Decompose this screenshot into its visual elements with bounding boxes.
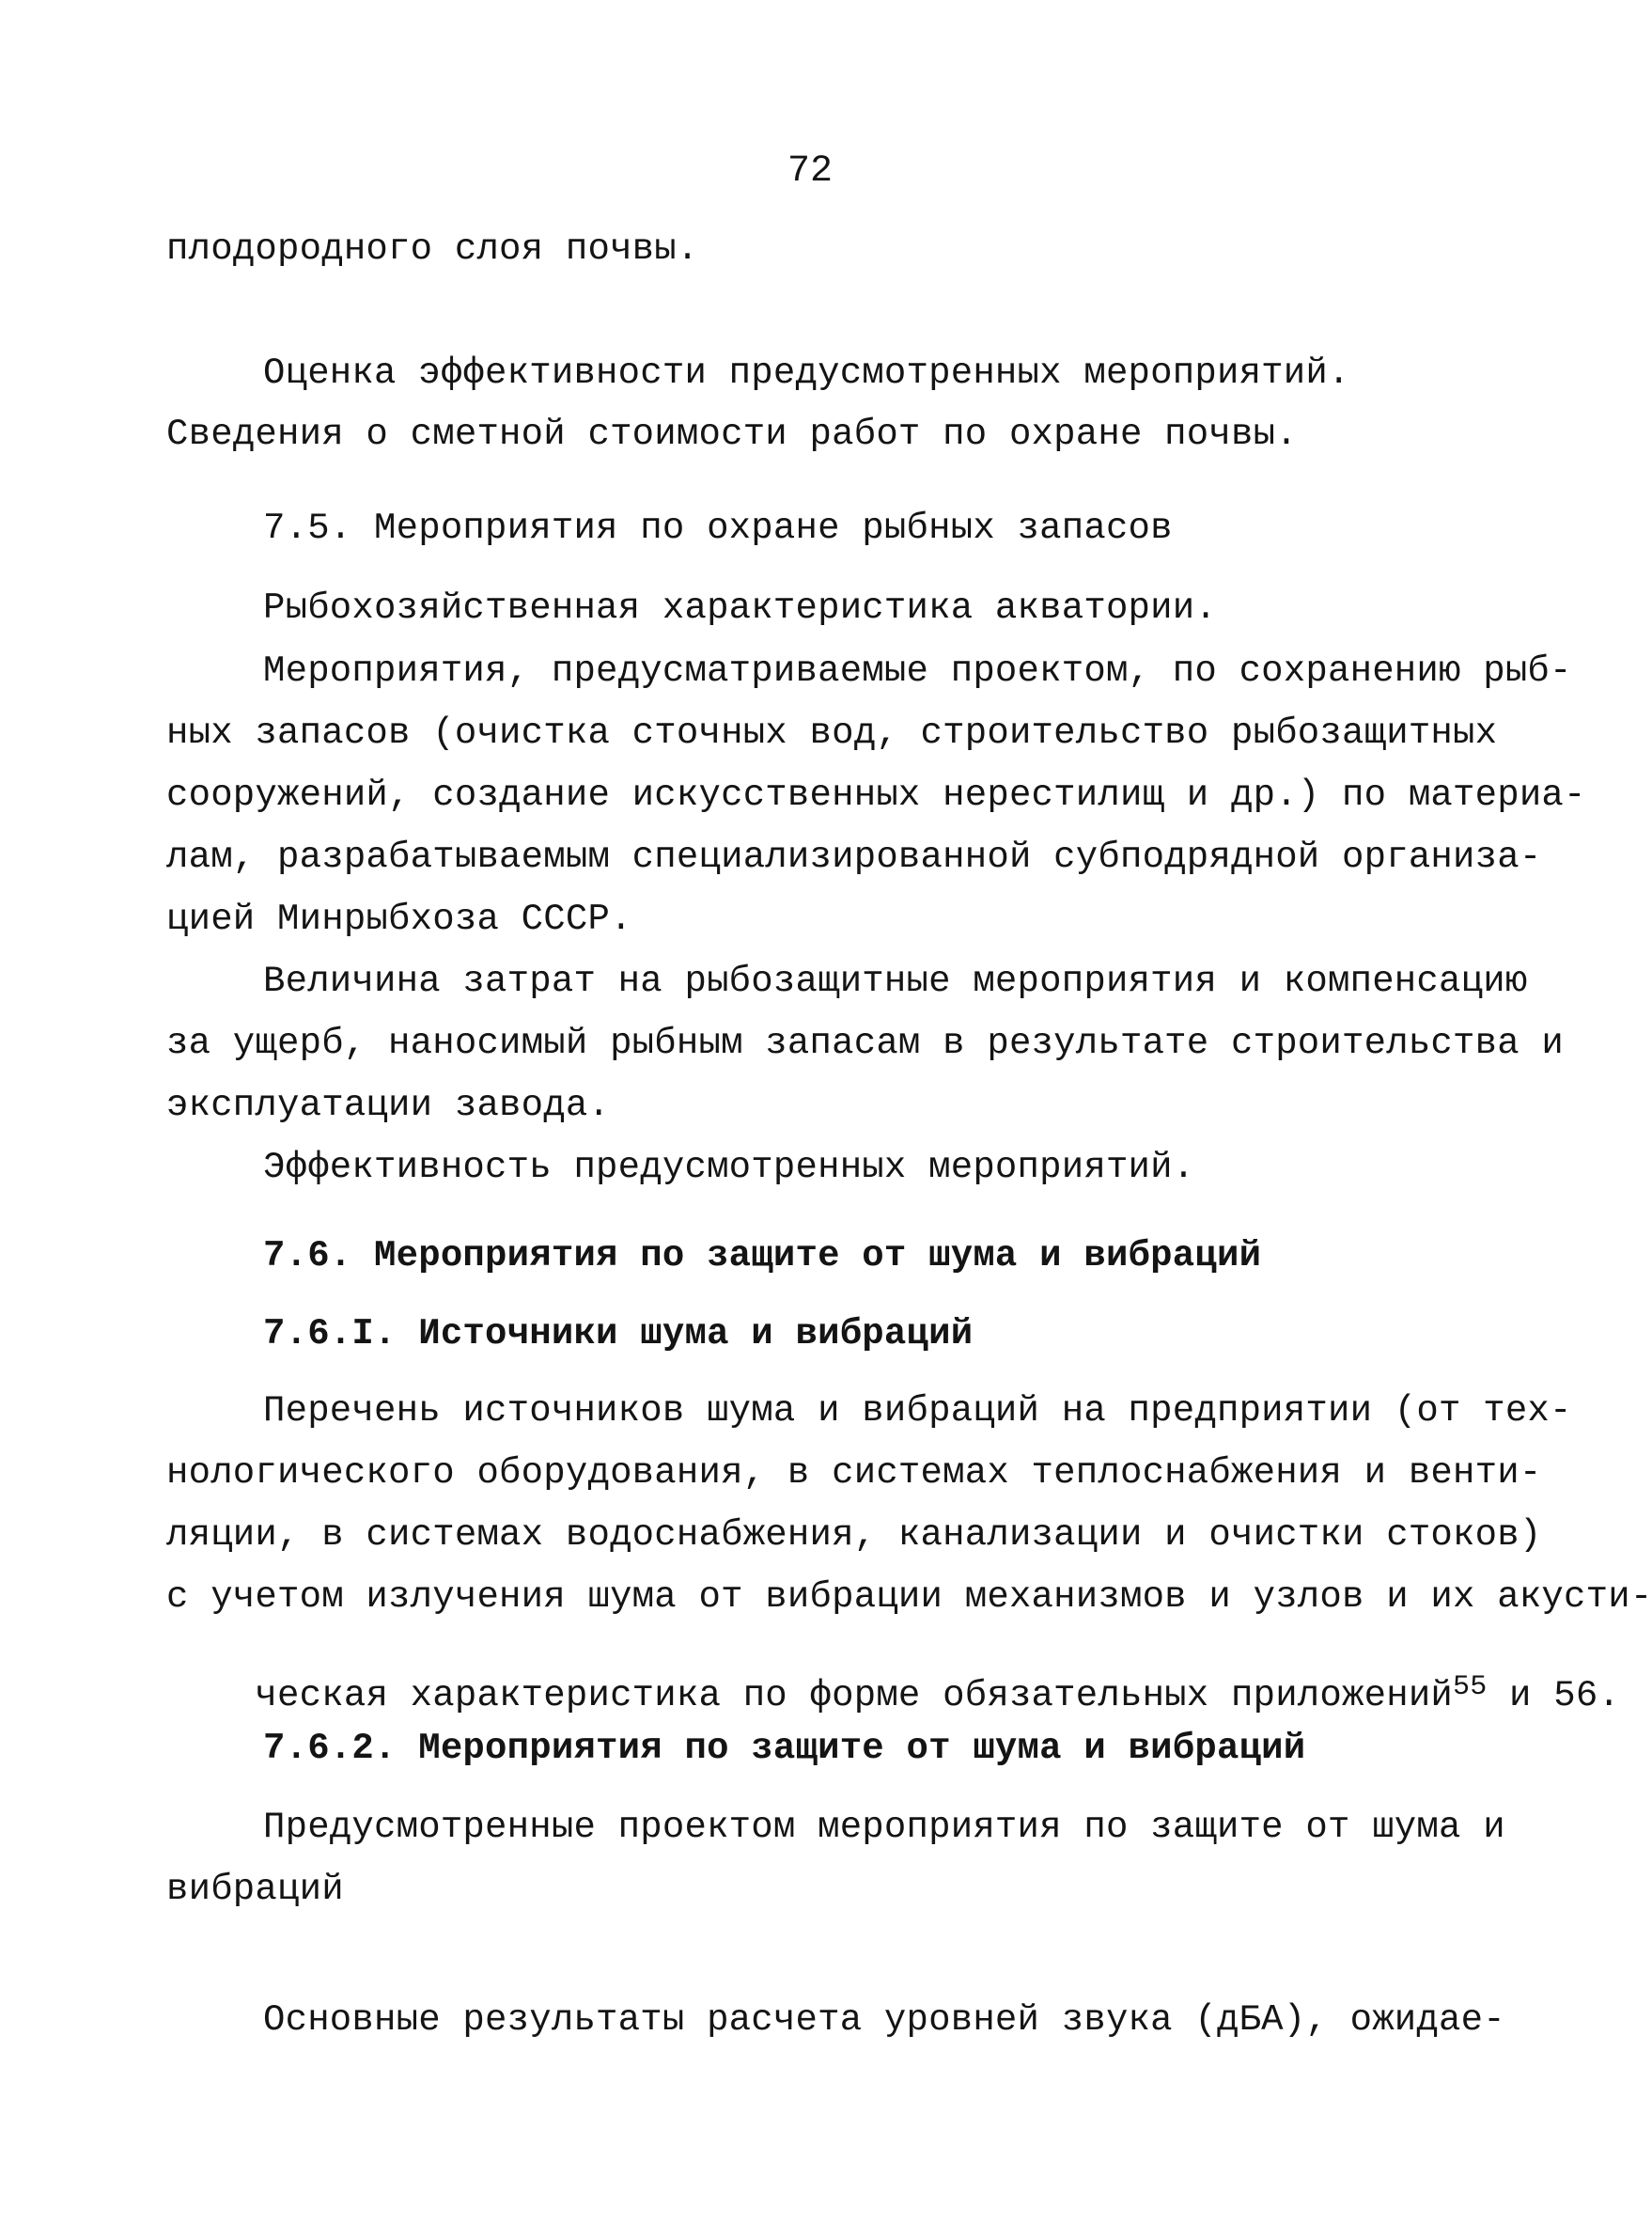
subsection-heading: 7.6.I. Источники шума и вибраций: [263, 1313, 974, 1354]
text-line: цией Минрыбхоза СССР.: [166, 899, 632, 940]
text-line: с учетом излучения шума от вибрации механизмов и узлов и их акусти-: [166, 1576, 1652, 1618]
text-line: Основные результаты расчета уровней звука (дБА), ожидае-: [263, 1999, 1505, 2041]
text-line-main: ческая характеристика по форме обязательных приложений: [255, 1675, 1454, 1716]
text-line: нологического оборудования, в системах теплоснабжения и венти-: [166, 1452, 1542, 1494]
text-line: плодородного слоя почвы.: [166, 228, 699, 270]
subsection-heading: 7.6.2. Мероприятия по защите от шума и вибраций: [263, 1728, 1306, 1769]
text-line: Мероприятия, предусматриваемые проектом, по сохранению рыб-: [263, 650, 1572, 692]
section-heading: 7.6. Мероприятия по защите от шума и вибраций: [263, 1235, 1262, 1276]
text-line: ляции, в системах водоснабжения, канализации и очистки стоков): [166, 1514, 1542, 1556]
appendix-number: 56.: [1553, 1675, 1621, 1716]
text-line: Эффективность предусмотренных мероприятий.: [263, 1147, 1195, 1188]
text-joiner: и: [1487, 1675, 1554, 1716]
section-heading: 7.5. Мероприятия по охране рыбных запасов: [263, 508, 1173, 549]
text-line: Предусмотренные проектом мероприятия по защите от шума и: [263, 1807, 1505, 1848]
text-line: Величина затрат на рыбозащитные мероприятия и компенсацию: [263, 961, 1528, 1002]
text-line: Рыбохозяйственная характеристика акватории.: [263, 587, 1217, 629]
text-line: за ущерб, наносимый рыбным запасам в результате строительства и: [166, 1023, 1565, 1064]
appendix-number: 55: [1453, 1671, 1488, 1703]
text-line: ных запасов (очистка сточных вод, строительство рыбозащитных: [166, 712, 1498, 754]
text-line: вибраций: [166, 1869, 344, 1910]
text-line: эксплуатации завода.: [166, 1085, 611, 1126]
text-line: Оценка эффективности предусмотренных мероприятий.: [263, 352, 1350, 394]
text-line: лам, разрабатываемым специализированной субподрядной организа-: [166, 837, 1542, 878]
page-number: 72: [787, 150, 834, 193]
text-line: Сведения о сметной стоимости работ по охране почвы.: [166, 414, 1298, 455]
text-line: сооружений, создание искусственных нерестилищ и др.) по материа-: [166, 775, 1586, 816]
text-line: Перечень источников шума и вибраций на предприятии (от тех-: [263, 1390, 1572, 1432]
